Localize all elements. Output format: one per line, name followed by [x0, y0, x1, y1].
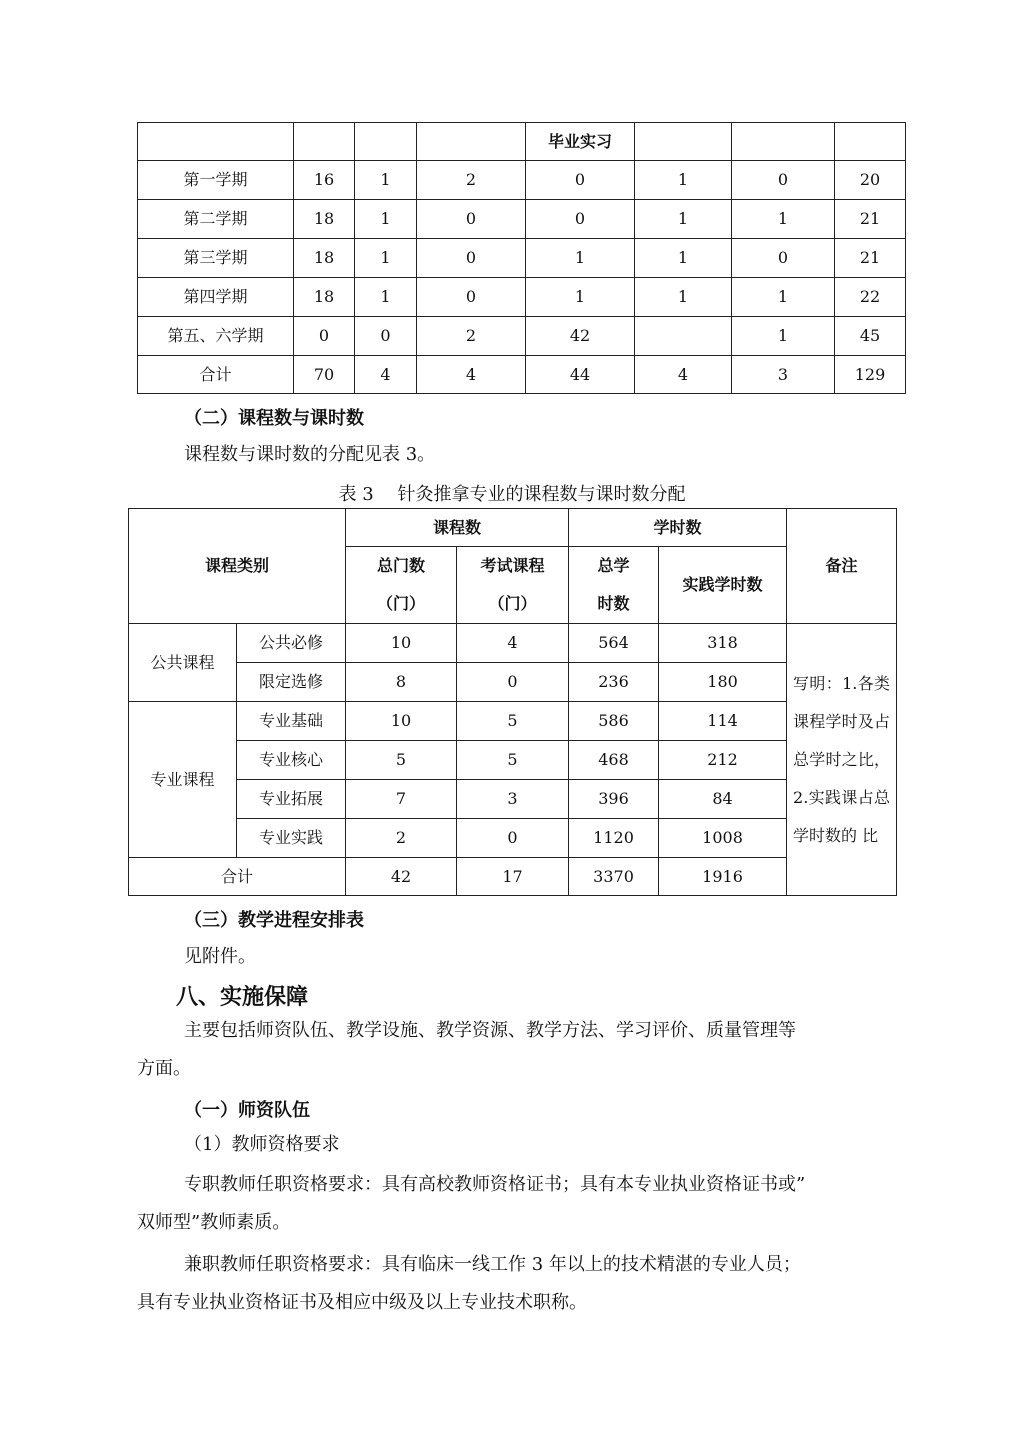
table-cell: 236: [569, 663, 659, 702]
table-cell: 180: [659, 663, 787, 702]
table-cell: 专业基础: [237, 702, 346, 741]
table-row: [129, 702, 897, 741]
table-row: [129, 663, 897, 702]
table-row: [138, 200, 906, 239]
table-cell: 第一学期: [138, 161, 294, 200]
table-cell: 8: [346, 663, 457, 702]
table-cell: 1: [635, 200, 732, 239]
table-cell: 70: [294, 356, 355, 394]
table-cell: 0: [457, 663, 569, 702]
table-row: [138, 161, 906, 200]
table-cell: 1: [355, 239, 417, 278]
table-cell: 586: [569, 702, 659, 741]
table-cell: 1: [526, 239, 635, 278]
exam-courses-header: [457, 547, 569, 624]
header-line: （门）: [377, 594, 426, 613]
table-cell: 1: [635, 278, 732, 317]
table-cell: 0: [526, 161, 635, 200]
table-cell: 第二学期: [138, 200, 294, 239]
table-cell: 公共必修: [237, 624, 346, 663]
table-cell: 22: [835, 278, 906, 317]
paragraph-line: 兼职教师任职资格要求：具有临床一线工作 3 年以上的技术精湛的专业人员；: [184, 1254, 801, 1275]
paragraph: 课程数与课时数的分配见表 3。: [184, 444, 436, 465]
table-cell: 45: [835, 317, 906, 356]
header-line: 总门数: [377, 556, 426, 575]
table-cell: 5: [457, 702, 569, 741]
table-total-row: [138, 356, 906, 394]
table-cell: 1: [732, 200, 835, 239]
table-row: [129, 741, 897, 780]
section-heading: （三）教学进程安排表: [184, 910, 364, 931]
table-cell: 4: [417, 356, 526, 394]
table-cell: 5: [457, 741, 569, 780]
table-cell: 第三学期: [138, 239, 294, 278]
table-cell: 20: [835, 161, 906, 200]
paragraph: 见附件。: [184, 946, 256, 967]
table-cell: 1120: [569, 819, 659, 858]
group-public: 公共课程: [129, 624, 237, 702]
table-cell: 2: [417, 161, 526, 200]
total-courses-header: [346, 547, 457, 624]
chapter-title: 八、实施保障: [176, 985, 309, 1010]
table-caption: 表 3 针灸推拿专业的课程数与课时数分配: [338, 484, 686, 505]
item-heading: （1）教师资格要求: [184, 1134, 340, 1155]
table-cell: 10: [346, 624, 457, 663]
paragraph-line: 双师型”教师素质。: [137, 1212, 291, 1233]
table-cell: 第五、六学期: [138, 317, 294, 356]
table-cell: 468: [569, 741, 659, 780]
header-cell: [417, 123, 526, 161]
table-cell: 4: [355, 356, 417, 394]
table-cell: 84: [659, 780, 787, 819]
table-cell: 1: [732, 317, 835, 356]
table-cell: 1: [732, 278, 835, 317]
table-cell: 16: [294, 161, 355, 200]
table-cell: 10: [346, 702, 457, 741]
table-cell: 3: [457, 780, 569, 819]
table-row: [129, 624, 897, 663]
table-header-row: [129, 509, 897, 547]
table-cell: 1: [526, 278, 635, 317]
table-cell: 0: [294, 317, 355, 356]
section-heading: （二）课程数与课时数: [184, 408, 364, 429]
table-row: [129, 780, 897, 819]
table-cell: 4: [457, 624, 569, 663]
header-line: 考试课程: [480, 556, 545, 575]
practice-hours-header: 实践学时数: [659, 547, 787, 624]
table-cell: 42: [526, 317, 635, 356]
table-cell: 212: [659, 741, 787, 780]
header-cell-internship: 毕业实习: [526, 123, 635, 161]
table-cell: 5: [346, 741, 457, 780]
table-cell: 3: [732, 356, 835, 394]
header-line: 时数: [597, 594, 630, 613]
table-cell: 专业实践: [237, 819, 346, 858]
table-cell: 21: [835, 200, 906, 239]
table-row: [129, 819, 897, 858]
table-cell: 0: [417, 200, 526, 239]
header-cell: [835, 123, 906, 161]
table-cell: 1: [355, 278, 417, 317]
total-hours-header: [569, 547, 659, 624]
table-row: [138, 317, 906, 356]
table-cell: 0: [526, 200, 635, 239]
header-line: 总学: [597, 556, 630, 575]
table-cell: 396: [569, 780, 659, 819]
table-cell: 0: [732, 239, 835, 278]
table-cell: 2: [417, 317, 526, 356]
table-row: [138, 278, 906, 317]
table-cell: 合计: [129, 858, 346, 896]
table-cell: 0: [417, 239, 526, 278]
table-cell: 合计: [138, 356, 294, 394]
table-cell: 7: [346, 780, 457, 819]
table-cell: 129: [835, 356, 906, 394]
group-major: 专业课程: [129, 702, 237, 858]
category-header: 课程类别: [129, 509, 346, 624]
table-cell: 1: [355, 200, 417, 239]
remark-cell: 写明：1.各类课程学时及占总学时之比，2.实践课占总学时数的 比: [787, 624, 897, 896]
remark-header: 备注: [787, 509, 897, 624]
table-cell: 专业拓展: [237, 780, 346, 819]
table-cell: 44: [526, 356, 635, 394]
paragraph-line: 主要包括师资队伍、教学设施、教学资源、教学方法、学习评价、质量管理等: [184, 1020, 796, 1041]
table-header-row: [138, 123, 906, 161]
table-cell: 1: [355, 161, 417, 200]
table-cell: 318: [659, 624, 787, 663]
table-total-row: [129, 858, 897, 896]
course-count-header: 课程数: [346, 509, 569, 547]
table-cell: 1: [635, 161, 732, 200]
table-cell: 第四学期: [138, 278, 294, 317]
course-hours-table: [128, 508, 897, 896]
table-cell: 564: [569, 624, 659, 663]
table-cell: 1: [635, 239, 732, 278]
table-cell: 0: [457, 819, 569, 858]
header-line: （门）: [488, 594, 537, 613]
paragraph-line: 专职教师任职资格要求：具有高校教师资格证书；具有本专业执业资格证书或”: [184, 1174, 806, 1195]
table-row: [138, 239, 906, 278]
table-cell: 0: [732, 161, 835, 200]
table-cell: 2: [346, 819, 457, 858]
table-cell: 42: [346, 858, 457, 896]
table-cell: 1008: [659, 819, 787, 858]
header-cell: [138, 123, 294, 161]
table-cell: 18: [294, 278, 355, 317]
table-cell: 3370: [569, 858, 659, 896]
header-cell: [732, 123, 835, 161]
subsection-heading: （一）师资队伍: [184, 1100, 310, 1121]
semester-weeks-table: [137, 122, 906, 394]
header-cell: [294, 123, 355, 161]
table-cell: 专业核心: [237, 741, 346, 780]
table-cell: 1916: [659, 858, 787, 896]
paragraph-line: 具有专业执业资格证书及相应中级及以上专业技术职称。: [137, 1292, 587, 1313]
paragraph-line: 方面。: [137, 1058, 191, 1079]
header-cell: [635, 123, 732, 161]
table-cell: 21: [835, 239, 906, 278]
table-cell: 18: [294, 200, 355, 239]
table-cell: 0: [417, 278, 526, 317]
table-cell: 18: [294, 239, 355, 278]
table-cell: 4: [635, 356, 732, 394]
hours-header: 学时数: [569, 509, 787, 547]
table-cell: 0: [355, 317, 417, 356]
table-cell: [635, 317, 732, 356]
header-cell: [355, 123, 417, 161]
table-cell: 限定选修: [237, 663, 346, 702]
table-cell: 114: [659, 702, 787, 741]
table-cell: 17: [457, 858, 569, 896]
